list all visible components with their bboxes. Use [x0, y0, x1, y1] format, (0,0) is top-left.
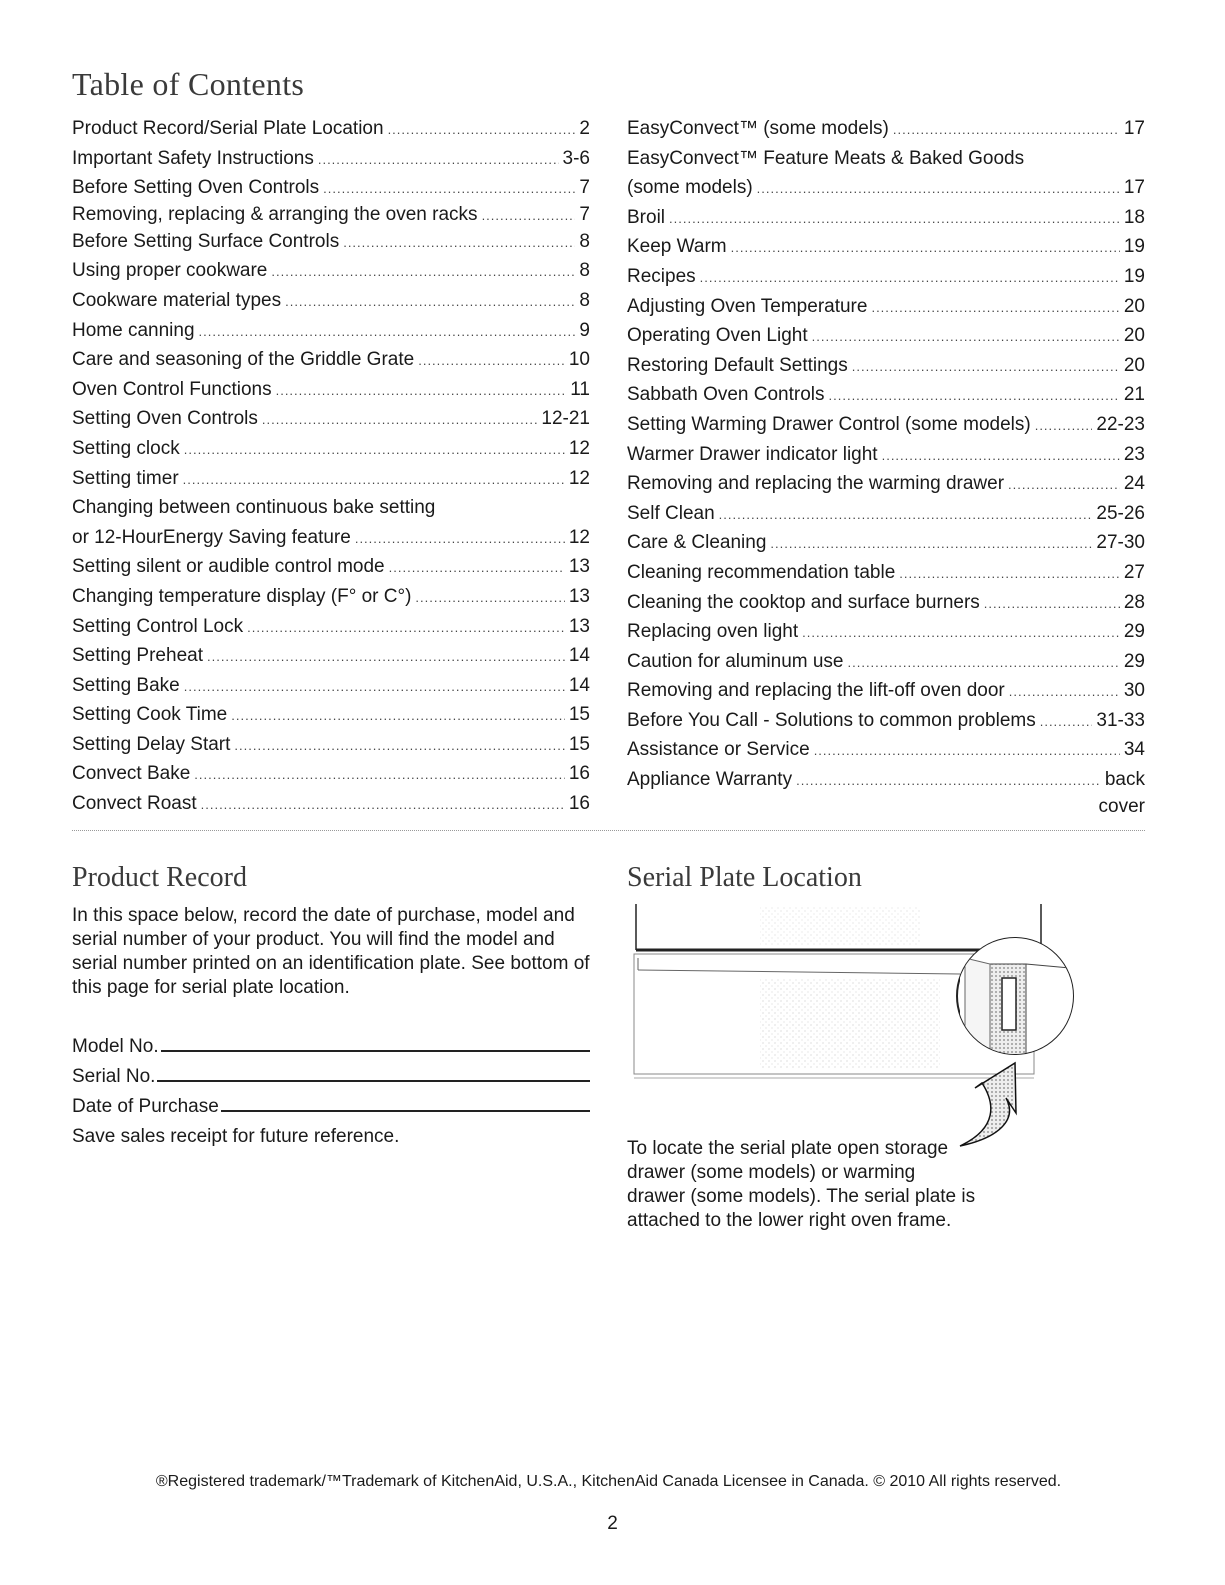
toc-leader-dots: [343, 228, 575, 258]
toc-entry-label: Operating Oven Light: [627, 325, 808, 347]
toc-entry-label: Assistance or Service: [627, 739, 810, 761]
toc-entry-page: 22-23: [1096, 413, 1145, 435]
toc-entry: [72, 759, 590, 789]
purchase-date-line: [221, 1096, 590, 1112]
toc-entry-label: Restoring Default Settings: [627, 354, 848, 376]
toc-entry-label: Cleaning recommendation table: [627, 561, 896, 583]
toc-leader-dots: [183, 465, 565, 495]
toc-entry-label: Recipes: [627, 265, 696, 287]
toc-entry-page: 12-21: [541, 408, 590, 430]
toc-entry: [72, 227, 590, 257]
toc-leader-dots: [871, 293, 1119, 323]
toc-leader-dots: [194, 760, 565, 790]
toc-entry: [72, 286, 590, 316]
toc-leader-dots: [201, 790, 565, 820]
toc-leader-dots: [719, 500, 1093, 530]
toc-entry: [627, 469, 1145, 499]
serial-plate-title: Serial Plate Location: [627, 862, 862, 893]
toc-entry-page: 16: [568, 763, 590, 785]
toc-entry: [627, 351, 1145, 381]
toc-entry-label: Oven Control Functions: [72, 378, 272, 400]
toc-entry-label: Setting Preheat: [72, 645, 203, 667]
toc-entry-page: 23: [1123, 443, 1145, 465]
toc-leader-dots: [1008, 470, 1120, 500]
toc-leader-dots: [389, 553, 565, 583]
toc-entry: [627, 588, 1145, 618]
toc-entry: [72, 375, 590, 405]
toc-entry: [627, 173, 1145, 203]
toc-entry-page: 9: [579, 319, 590, 341]
toc-entry-label: Setting clock: [72, 437, 180, 459]
toc-leader-dots: [234, 731, 564, 761]
toc-entry-page: 20: [1123, 325, 1145, 347]
toc-entry-page: 30: [1123, 680, 1145, 702]
toc-leader-dots: [814, 736, 1120, 766]
toc-entry-label: Cleaning the cooktop and surface burners: [627, 591, 980, 613]
toc-leader-dots: [418, 346, 565, 376]
toc-entry: [627, 144, 1145, 174]
toc-leader-dots: [323, 174, 575, 204]
toc-entry: [72, 552, 590, 582]
toc-entry-label: Home canning: [72, 319, 195, 341]
toc-entry: [627, 706, 1145, 736]
serial-number-label: Serial No.: [72, 1066, 156, 1087]
toc-entry: [627, 114, 1145, 144]
trademark-footer: ®Registered trademark/™Trademark of KitchenAid, U.S.A., KitchenAid Canada Licensee in Canada. © 2010 All rights reserved.: [155, 1473, 1062, 1490]
toc-entry: [627, 765, 1145, 795]
toc-entry: [627, 558, 1145, 588]
toc-entry-label: Before Setting Oven Controls: [72, 177, 320, 199]
toc-entry-page: 3-6: [562, 147, 590, 169]
toc-leader-dots: [796, 766, 1101, 796]
toc-entry-label: Setting timer: [72, 467, 179, 489]
toc-entry-page: 19: [1123, 236, 1145, 258]
toc-leader-dots: [829, 381, 1120, 411]
toc-leader-dots: [893, 115, 1120, 145]
model-number-line: [161, 1036, 590, 1052]
toc-leader-dots: [1040, 707, 1093, 737]
toc-entry: [627, 647, 1145, 677]
toc-entry: [72, 789, 590, 819]
toc-entry-page: 10: [568, 349, 590, 371]
toc-entry: [72, 641, 590, 671]
toc-entry-page: 15: [568, 704, 590, 726]
toc-entry-label: Care & Cleaning: [627, 532, 767, 554]
toc-entry-page: 8: [579, 260, 590, 282]
toc-entry-label: EasyConvect™ (some models): [627, 118, 889, 139]
toc-entry: [72, 203, 590, 227]
toc-entry-page: 14: [568, 674, 590, 696]
toc-entry-page: 11: [570, 378, 590, 400]
toc-entry-page: 7: [579, 203, 590, 225]
toc-entry: [72, 345, 590, 375]
toc-entry-page: 12: [568, 437, 590, 459]
toc-entry-page: 29: [1123, 621, 1145, 643]
toc-leader-dots: [812, 322, 1120, 352]
toc-entry: [627, 232, 1145, 262]
toc-entry-label: Sabbath Oven Controls: [627, 384, 825, 406]
toc-entry-label: EasyConvect™ Feature Meats & Baked Goods: [627, 147, 1025, 169]
toc-right-column: [627, 114, 1145, 819]
toc-entry: [72, 582, 590, 612]
toc-leader-dots: [184, 435, 565, 465]
toc-leader-dots: [669, 204, 1120, 234]
toc-entry: [627, 292, 1145, 322]
toc-entry-page: 2: [579, 118, 590, 139]
toc-entry: [72, 316, 590, 346]
toc-entry: [627, 321, 1145, 351]
toc-entry-label: Convect Bake: [72, 763, 191, 785]
toc-leader-dots: [231, 701, 565, 731]
toc-entry-label: Replacing oven light: [627, 621, 799, 643]
toc-entry: [72, 173, 590, 203]
toc-entry-label: Self Clean: [627, 502, 715, 524]
toc-leader-dots: [482, 204, 576, 228]
toc-leader-dots: [247, 613, 565, 643]
toc-entry: [627, 440, 1145, 470]
toc-leader-dots: [415, 583, 564, 613]
toc-entry-label: Removing and replacing the lift-off oven door: [627, 680, 1005, 702]
toc-leader-dots: [899, 559, 1120, 589]
toc-leader-dots: [318, 145, 559, 175]
toc-entry-page: 18: [1123, 206, 1145, 228]
toc-entry-page: 8: [579, 230, 590, 252]
toc-entry-page: 17: [1123, 118, 1145, 139]
model-number-field: [72, 1036, 590, 1058]
toc-entry-label: Changing between continuous bake setting: [72, 497, 436, 519]
page-title: Table of Contents: [72, 66, 305, 102]
toc-leader-dots: [388, 115, 576, 145]
toc-left-column: [72, 114, 590, 819]
toc-entry: [72, 434, 590, 464]
toc-entry-page: 17: [1123, 177, 1145, 199]
save-receipt-note: Save sales receipt for future reference.: [72, 1126, 400, 1147]
toc-entry-label: Caution for aluminum use: [627, 650, 844, 672]
toc-entry: [72, 144, 590, 174]
toc-leader-dots: [276, 376, 567, 406]
toc-entry-label: Setting Delay Start: [72, 733, 231, 755]
toc-entry: [627, 262, 1145, 292]
toc-leader-dots: [802, 618, 1120, 648]
toc-entry-label: Setting Oven Controls: [72, 408, 258, 430]
serial-number-field: [72, 1066, 590, 1088]
product-record-title: Product Record: [72, 862, 247, 893]
toc-entry-page: 20: [1123, 295, 1145, 317]
page-number: 2: [607, 1513, 618, 1534]
toc-entry-label: Before Setting Surface Controls: [72, 230, 340, 252]
toc-entry-label: Adjusting Oven Temperature: [627, 295, 868, 317]
toc-entry-label: Setting silent or audible control mode: [72, 556, 385, 578]
magnified-serial-plate-icon: [957, 938, 1090, 1068]
toc-entry: [72, 612, 590, 642]
toc-entry: [72, 671, 590, 701]
toc-entry: [72, 700, 590, 730]
toc-entry-page: 19: [1123, 265, 1145, 287]
toc-entry: [627, 528, 1145, 558]
serial-number-line: [157, 1066, 590, 1082]
toc-entry: [72, 404, 590, 434]
toc-entry-page: 12: [568, 526, 590, 548]
toc-entry-label: Warmer Drawer indicator light: [627, 443, 878, 465]
toc-leader-dots: [984, 589, 1120, 619]
toc-entry: [627, 676, 1145, 706]
toc-entry-page: back: [1104, 769, 1145, 791]
model-number-label: Model No.: [72, 1036, 159, 1057]
toc-entry-page: 25-26: [1096, 502, 1145, 524]
toc-entry-label: Setting Warming Drawer Control (some models): [627, 413, 1031, 435]
toc-entry-label: Before You Call - Solutions to common problems: [627, 709, 1036, 731]
toc-entry-page: 21: [1123, 384, 1145, 406]
toc-leader-dots: [262, 405, 538, 435]
toc-entry-label: Broil: [627, 206, 666, 228]
serial-plate-caption: To locate the serial plate open storage drawer (some models) or warming drawer (some models). The serial plate is attached to the lower right oven frame.: [627, 1138, 976, 1231]
toc-leader-dots: [1035, 411, 1093, 441]
toc-entry-label: Appliance Warranty: [627, 769, 793, 791]
toc-leader-dots: [852, 352, 1120, 382]
toc-leader-dots: [355, 524, 565, 554]
toc-entry-page: 27-30: [1096, 532, 1145, 554]
toc-entry: [627, 735, 1145, 765]
toc-entry: [627, 380, 1145, 410]
toc-entry-label: Setting Cook Time: [72, 704, 228, 726]
toc-entry-page: 28: [1123, 591, 1145, 613]
toc-leader-dots: [199, 317, 576, 347]
toc-entry-label: (some models): [627, 177, 753, 199]
toc-entry-label: Convect Roast: [72, 793, 197, 815]
toc-entry-page: 16: [568, 793, 590, 815]
toc-entry-label: Setting Control Lock: [72, 615, 244, 637]
toc-entry-label: Keep Warm: [627, 236, 727, 258]
toc-entry: [72, 256, 590, 286]
toc-entry-label: Product Record/Serial Plate Location: [72, 118, 384, 139]
toc-entry-label: or 12-HourEnergy Saving feature: [72, 526, 351, 548]
toc-entry-label: Removing, replacing & arranging the oven racks: [72, 203, 478, 225]
toc-leader-dots: [770, 529, 1092, 559]
toc-leader-dots: [184, 672, 565, 702]
toc-leader-dots: [731, 233, 1120, 263]
toc-entry-page: 31-33: [1096, 709, 1145, 731]
toc-leader-dots: [207, 642, 565, 672]
toc-entry-page: 27: [1123, 561, 1145, 583]
toc-entry-label: Important Safety Instructions: [72, 147, 314, 169]
toc-entry-label: Cookware material types: [72, 289, 282, 311]
toc-entry-page: 15: [568, 733, 590, 755]
toc-entry-label: Changing temperature display (F° or C°): [72, 585, 412, 607]
toc-entry-page: 13: [568, 556, 590, 578]
toc-leader-dots: [882, 441, 1120, 471]
toc-leader-dots: [700, 263, 1120, 293]
arrow-icon: [960, 1063, 1016, 1146]
toc-entry: [72, 493, 590, 523]
toc-entry: [72, 730, 590, 760]
toc-entry-page: 13: [568, 585, 590, 607]
toc-leader-dots: [848, 648, 1120, 678]
toc-entry: [72, 464, 590, 494]
toc-entry: [72, 523, 590, 553]
toc-entry-label: Care and seasoning of the Griddle Grate: [72, 349, 415, 371]
toc-entry: [627, 410, 1145, 440]
toc-entry-page: 14: [568, 645, 590, 667]
toc-entry-page-continuation: cover: [1098, 795, 1145, 817]
toc-entry: [72, 114, 590, 144]
purchase-date-field: [72, 1096, 590, 1118]
toc-entry-label: Using proper cookware: [72, 260, 268, 282]
section-divider: [72, 830, 1145, 831]
toc-entry-page: 8: [579, 289, 590, 311]
toc-entry: [627, 499, 1145, 529]
toc-leader-dots: [1009, 677, 1120, 707]
toc-entry-page: 24: [1123, 473, 1145, 495]
toc-entry-page: 34: [1123, 739, 1145, 761]
toc-entry-page: 20: [1123, 354, 1145, 376]
toc-entry: [627, 203, 1145, 233]
toc-leader-dots: [271, 257, 575, 287]
toc-entry-label: Removing and replacing the warming drawer: [627, 473, 1005, 495]
toc-entry-page: 7: [579, 177, 590, 199]
toc-entry-page: 13: [568, 615, 590, 637]
toc-entry: [627, 617, 1145, 647]
toc-entry-page: 12: [568, 467, 590, 489]
toc-leader-dots: [285, 287, 575, 317]
product-record-intro: In this space below, record the date of purchase, model and serial number of your product. You will find the model and serial number printed on an identification plate. See bottom of this page for serial plate location.: [72, 905, 590, 998]
serial-plate-diagram: [630, 898, 1090, 1148]
purchase-date-label: Date of Purchase: [72, 1096, 219, 1117]
toc-entry-label: Setting Bake: [72, 674, 180, 696]
toc-entry-page: 29: [1123, 650, 1145, 672]
toc-leader-dots: [757, 174, 1120, 204]
